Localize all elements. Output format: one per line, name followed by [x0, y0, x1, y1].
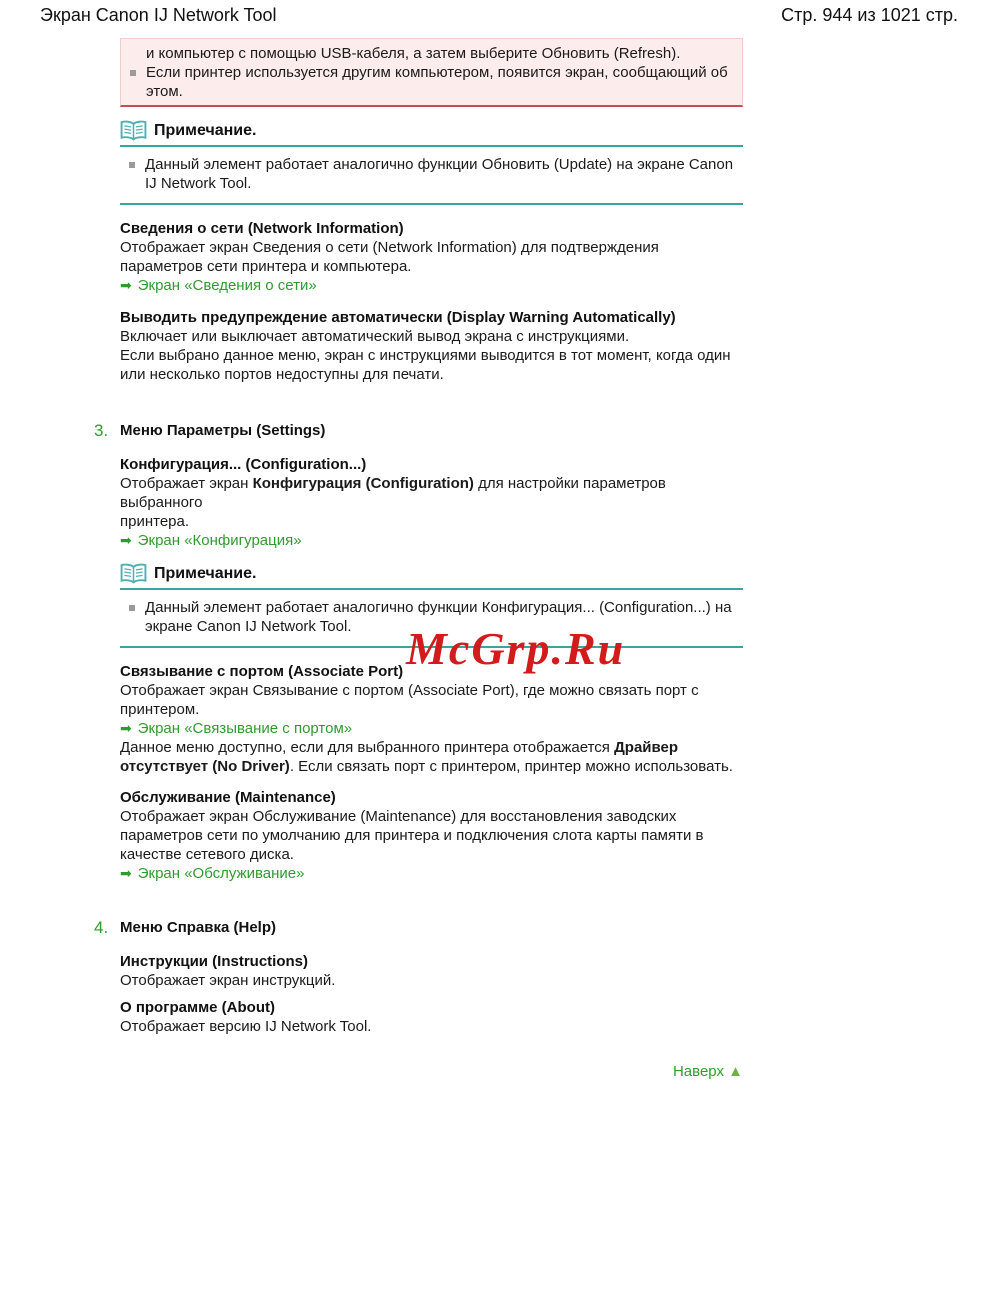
no-driver-bold-term: Драйвер — [614, 739, 679, 756]
note-header — [120, 120, 743, 145]
back-to-top-link[interactable]: Наверх ▲ — [672, 1063, 743, 1080]
up-triangle-icon: ▲ — [728, 1063, 743, 1080]
watermark: McGrp.Ru — [406, 623, 626, 674]
network-information-body: Отображает экран Сведения о сети (Network Information) для подтверждения параметров сети принтера и компьютера. — [120, 239, 659, 275]
section-3-body — [120, 455, 745, 883]
maintenance-link-row — [120, 864, 745, 883]
warning-box — [120, 38, 743, 107]
link-arrow-icon: ➡ — [120, 532, 132, 548]
note-bullet-item: Данный элемент работает аналогично функции Конфигурация... (Configuration...) на экране Canon IJ Network Tool. — [120, 598, 743, 636]
instructions-body: Отображает экран инструкций. — [120, 972, 336, 989]
no-driver-bold-term: отсутствует (No Driver) — [120, 758, 290, 775]
link-arrow-icon: ➡ — [120, 865, 132, 881]
network-information-link[interactable]: Экран «Сведения о сети» — [137, 277, 317, 294]
configuration-heading: Конфигурация... (Configuration...) — [120, 456, 367, 473]
bullet-square-icon — [130, 70, 136, 76]
warning-bullet-item — [121, 63, 732, 101]
section-4-title: Меню Справка (Help) — [120, 919, 277, 936]
bullet-square-icon — [129, 605, 135, 611]
warning-continuation-line: и компьютер с помощью USB-кабеля, а затем выберите Обновить (Refresh). — [146, 45, 681, 62]
associate-port-body: Отображает экран Связывание с портом (Associate Port), где можно связать порт с принтером. — [120, 682, 699, 718]
section-settings-menu — [94, 421, 745, 883]
associate-port-link-row — [120, 719, 745, 738]
network-information-heading: Сведения о сети (Network Information) — [120, 220, 404, 237]
note-body — [120, 145, 743, 205]
instructions-heading: Инструкции (Instructions) — [120, 953, 309, 970]
note-block-1 — [120, 120, 743, 205]
section-4-body — [120, 952, 745, 1036]
configuration-body: Отображает экран Конфигурация (Configuration) для настройки параметров выбранного принтера. — [120, 475, 666, 530]
back-to-top-row — [120, 1063, 743, 1081]
maintenance-link[interactable]: Экран «Обслуживание» — [137, 865, 305, 882]
configuration-link[interactable]: Экран «Конфигурация» — [137, 532, 302, 549]
link-arrow-icon: ➡ — [120, 720, 132, 736]
section-3-title: Меню Параметры (Settings) — [120, 422, 326, 439]
note-title: Примечание. — [154, 564, 257, 582]
note-body — [120, 588, 743, 648]
about-body: Отображает версию IJ Network Tool. — [120, 1018, 372, 1035]
section-4-number: 4. — [94, 918, 109, 937]
section-3-header — [94, 421, 745, 440]
associate-port-availability-note: Данное меню доступно, если для выбранного принтера отображается Драйвер отсутствует (No Driver). Если связать порт с принтером, принтер можно использовать. — [120, 739, 733, 775]
content-column — [0, 38, 745, 1081]
display-warning-heading: Выводить предупреждение автоматически (Display Warning Automatically) — [120, 309, 676, 326]
bullet-square-icon — [129, 162, 135, 168]
network-information-link-row — [120, 276, 745, 295]
note-header — [120, 563, 743, 588]
open-book-icon — [120, 563, 147, 584]
page-header — [0, 0, 1000, 26]
section-help-menu — [94, 918, 745, 1036]
display-warning-body: Включает или выключает автоматический вывод экрана с инструкциями. Если выбрано данное меню, экран с инструкциями выводится в тот момент, когда один или несколько портов недоступны для печати. — [120, 328, 731, 383]
note-bullet-item: Данный элемент работает аналогично функции Обновить (Update) на экране Canon IJ Network Tool. — [120, 155, 743, 193]
configuration-bold-term: Конфигурация (Configuration) — [252, 475, 474, 492]
configuration-link-row — [120, 531, 745, 550]
maintenance-body: Отображает экран Обслуживание (Maintenance) для восстановления заводских параметров сети по умолчанию для принтера и подключения слота карты памяти в качестве сетевого диска. — [120, 808, 704, 863]
section-4-header — [94, 918, 745, 937]
warning-bullet-text: Если принтер используется другим компьютером, появится экран, сообщающий об этом. — [146, 64, 728, 100]
maintenance-heading: Обслуживание (Maintenance) — [120, 789, 336, 806]
note-block-2 — [120, 563, 743, 648]
section-3-number: 3. — [94, 421, 109, 440]
open-book-icon — [120, 120, 147, 141]
page-number: Стр. 944 из 1021 стр. — [781, 5, 958, 25]
associate-port-heading: Связывание с портом (Associate Port) — [120, 663, 404, 680]
link-arrow-icon: ➡ — [120, 277, 132, 293]
about-heading: О программе (About) — [120, 999, 275, 1016]
page-title: Экран Canon IJ Network Tool — [40, 5, 277, 25]
associate-port-link[interactable]: Экран «Связывание с портом» — [137, 720, 353, 737]
note-title: Примечание. — [154, 121, 257, 139]
